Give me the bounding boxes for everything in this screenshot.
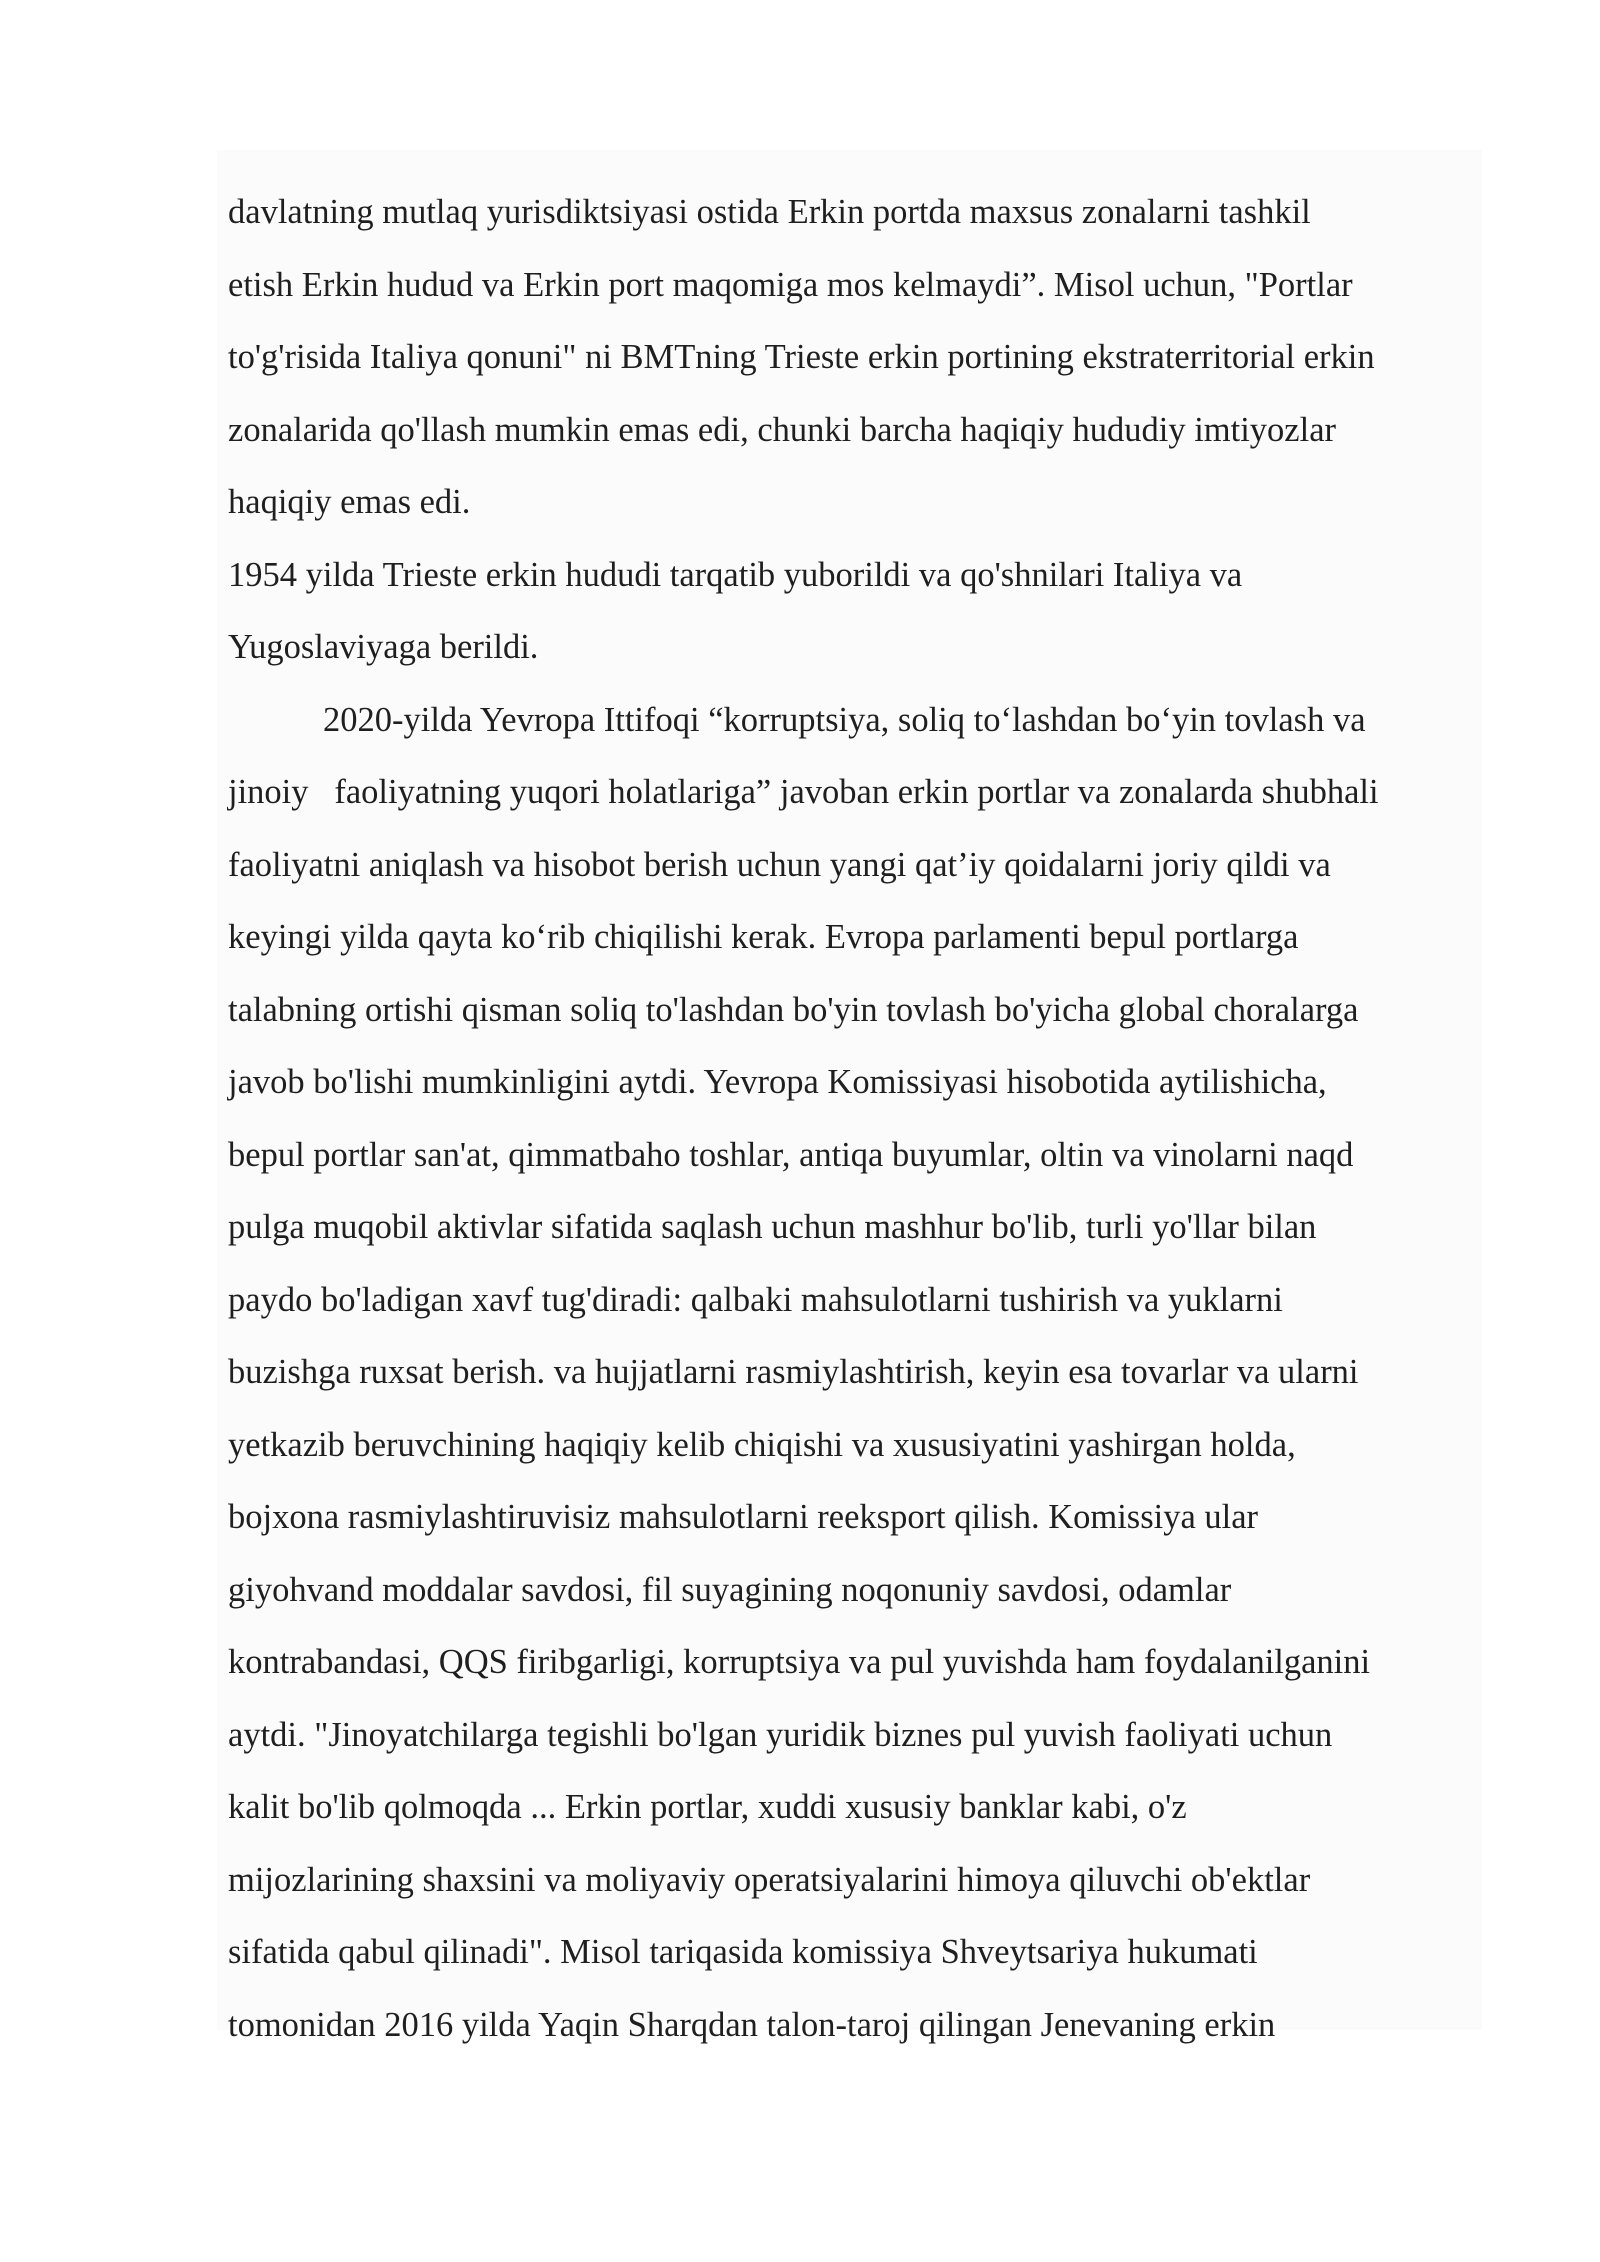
text-line: 2020-yilda Yevropa Ittifoqi “korruptsiya, soliq to‘lashdan bo‘yin tovlash va (323, 700, 1366, 739)
text-line: kontrabandasi, QQS firibgarligi, korruptsiya va pul yuvishda ham foydalanilganini (228, 1643, 1371, 1681)
paragraph (228, 176, 1488, 539)
text-line: keyingi yilda qayta ko‘rib chiqilishi kerak. Evropa parlamenti bepul portlarga (228, 918, 1299, 956)
text-line: tomonidan 2016 yilda Yaqin Sharqdan talon-taroj qilingan Jenevaning erkin (228, 2005, 1276, 2044)
paragraph (228, 539, 1488, 684)
text-line: talabning ortishi qisman soliq to'lashdan bo'yin tovlash bo'yicha global choralarga (228, 990, 1359, 1029)
text-line: haqiqiy emas edi. (228, 483, 471, 521)
text-line: paydo bo'ladigan xavf tug'diradi: qalbaki mahsulotlarni tushirish va yuklarni (228, 1280, 1283, 1319)
text-line: bojxona rasmiylashtiruvisiz mahsulotlarni reeksport qilish. Komissiya ular (228, 1498, 1259, 1536)
text-line: bepul portlar san'at, qimmatbaho toshlar, antiqa buyumlar, oltin va vinolarni naqd (228, 1135, 1354, 1174)
text-line: etish Erkin hudud va Erkin port maqomiga mos kelmaydi”. Misol uchun, "Portlar (228, 265, 1353, 304)
text-line: 1954 yilda Trieste erkin hududi tarqatib yuborildi va qo'shnilari Italiya va (228, 555, 1243, 594)
text-line: faoliyatni aniqlash va hisobot berish uchun yangi qat’iy qoidalarni joriy qildi va (228, 845, 1331, 884)
text-line: Yugoslaviyaga berildi. (228, 628, 539, 666)
document-body (228, 176, 1488, 2061)
text-line: pulga muqobil aktivlar sifatida saqlash uchun mashhur bo'lib, turli yo'llar bilan (228, 1208, 1317, 1246)
text-line: giyohvand moddalar savdosi, fil suyagining noqonuniy savdosi, odamlar (228, 1570, 1232, 1609)
text-line: sifatida qabul qilinadi". Misol tariqasida komissiya Shveytsariya hukumati (228, 1933, 1258, 1971)
text-line: to'g'risida Italiya qonuni" ni BMTning Trieste erkin portining ekstraterritorial erkin (228, 338, 1375, 376)
text-line: davlatning mutlaq yurisdiktsiyasi ostida Erkin portda maxsus zonalarni tashkil (228, 193, 1311, 231)
text-line: mijozlarining shaxsini va moliyaviy operatsiyalarini himoya qiluvchi ob'ektlar (228, 1860, 1311, 1899)
text-line: buzishga ruxsat berish. va hujjatlarni rasmiylashtirish, keyin esa tovarlar va ularni (228, 1353, 1359, 1391)
text-line: zonalarida qo'llash mumkin emas edi, chunki barcha haqiqiy hududiy imtiyozlar (228, 410, 1337, 449)
paragraph (228, 684, 1488, 2062)
text-line: jinoiy faoliyatning yuqori holatlariga” javoban erkin portlar va zonalarda shubhali (228, 773, 1379, 811)
text-line: javob bo'lishi mumkinligini aytdi. Yevropa Komissiyasi hisobotida aytilishicha, (228, 1063, 1327, 1101)
text-line: yetkazib beruvchining haqiqiy kelib chiqishi va xususiyatini yashirgan holda, (228, 1425, 1296, 1464)
text-line: kalit bo'lib qolmoqda ... Erkin portlar, xuddi xususiy banklar kabi, o'z (228, 1788, 1187, 1826)
text-line: aytdi. "Jinoyatchilarga tegishli bo'lgan yuridik biznes pul yuvish faoliyati uchun (228, 1715, 1333, 1754)
